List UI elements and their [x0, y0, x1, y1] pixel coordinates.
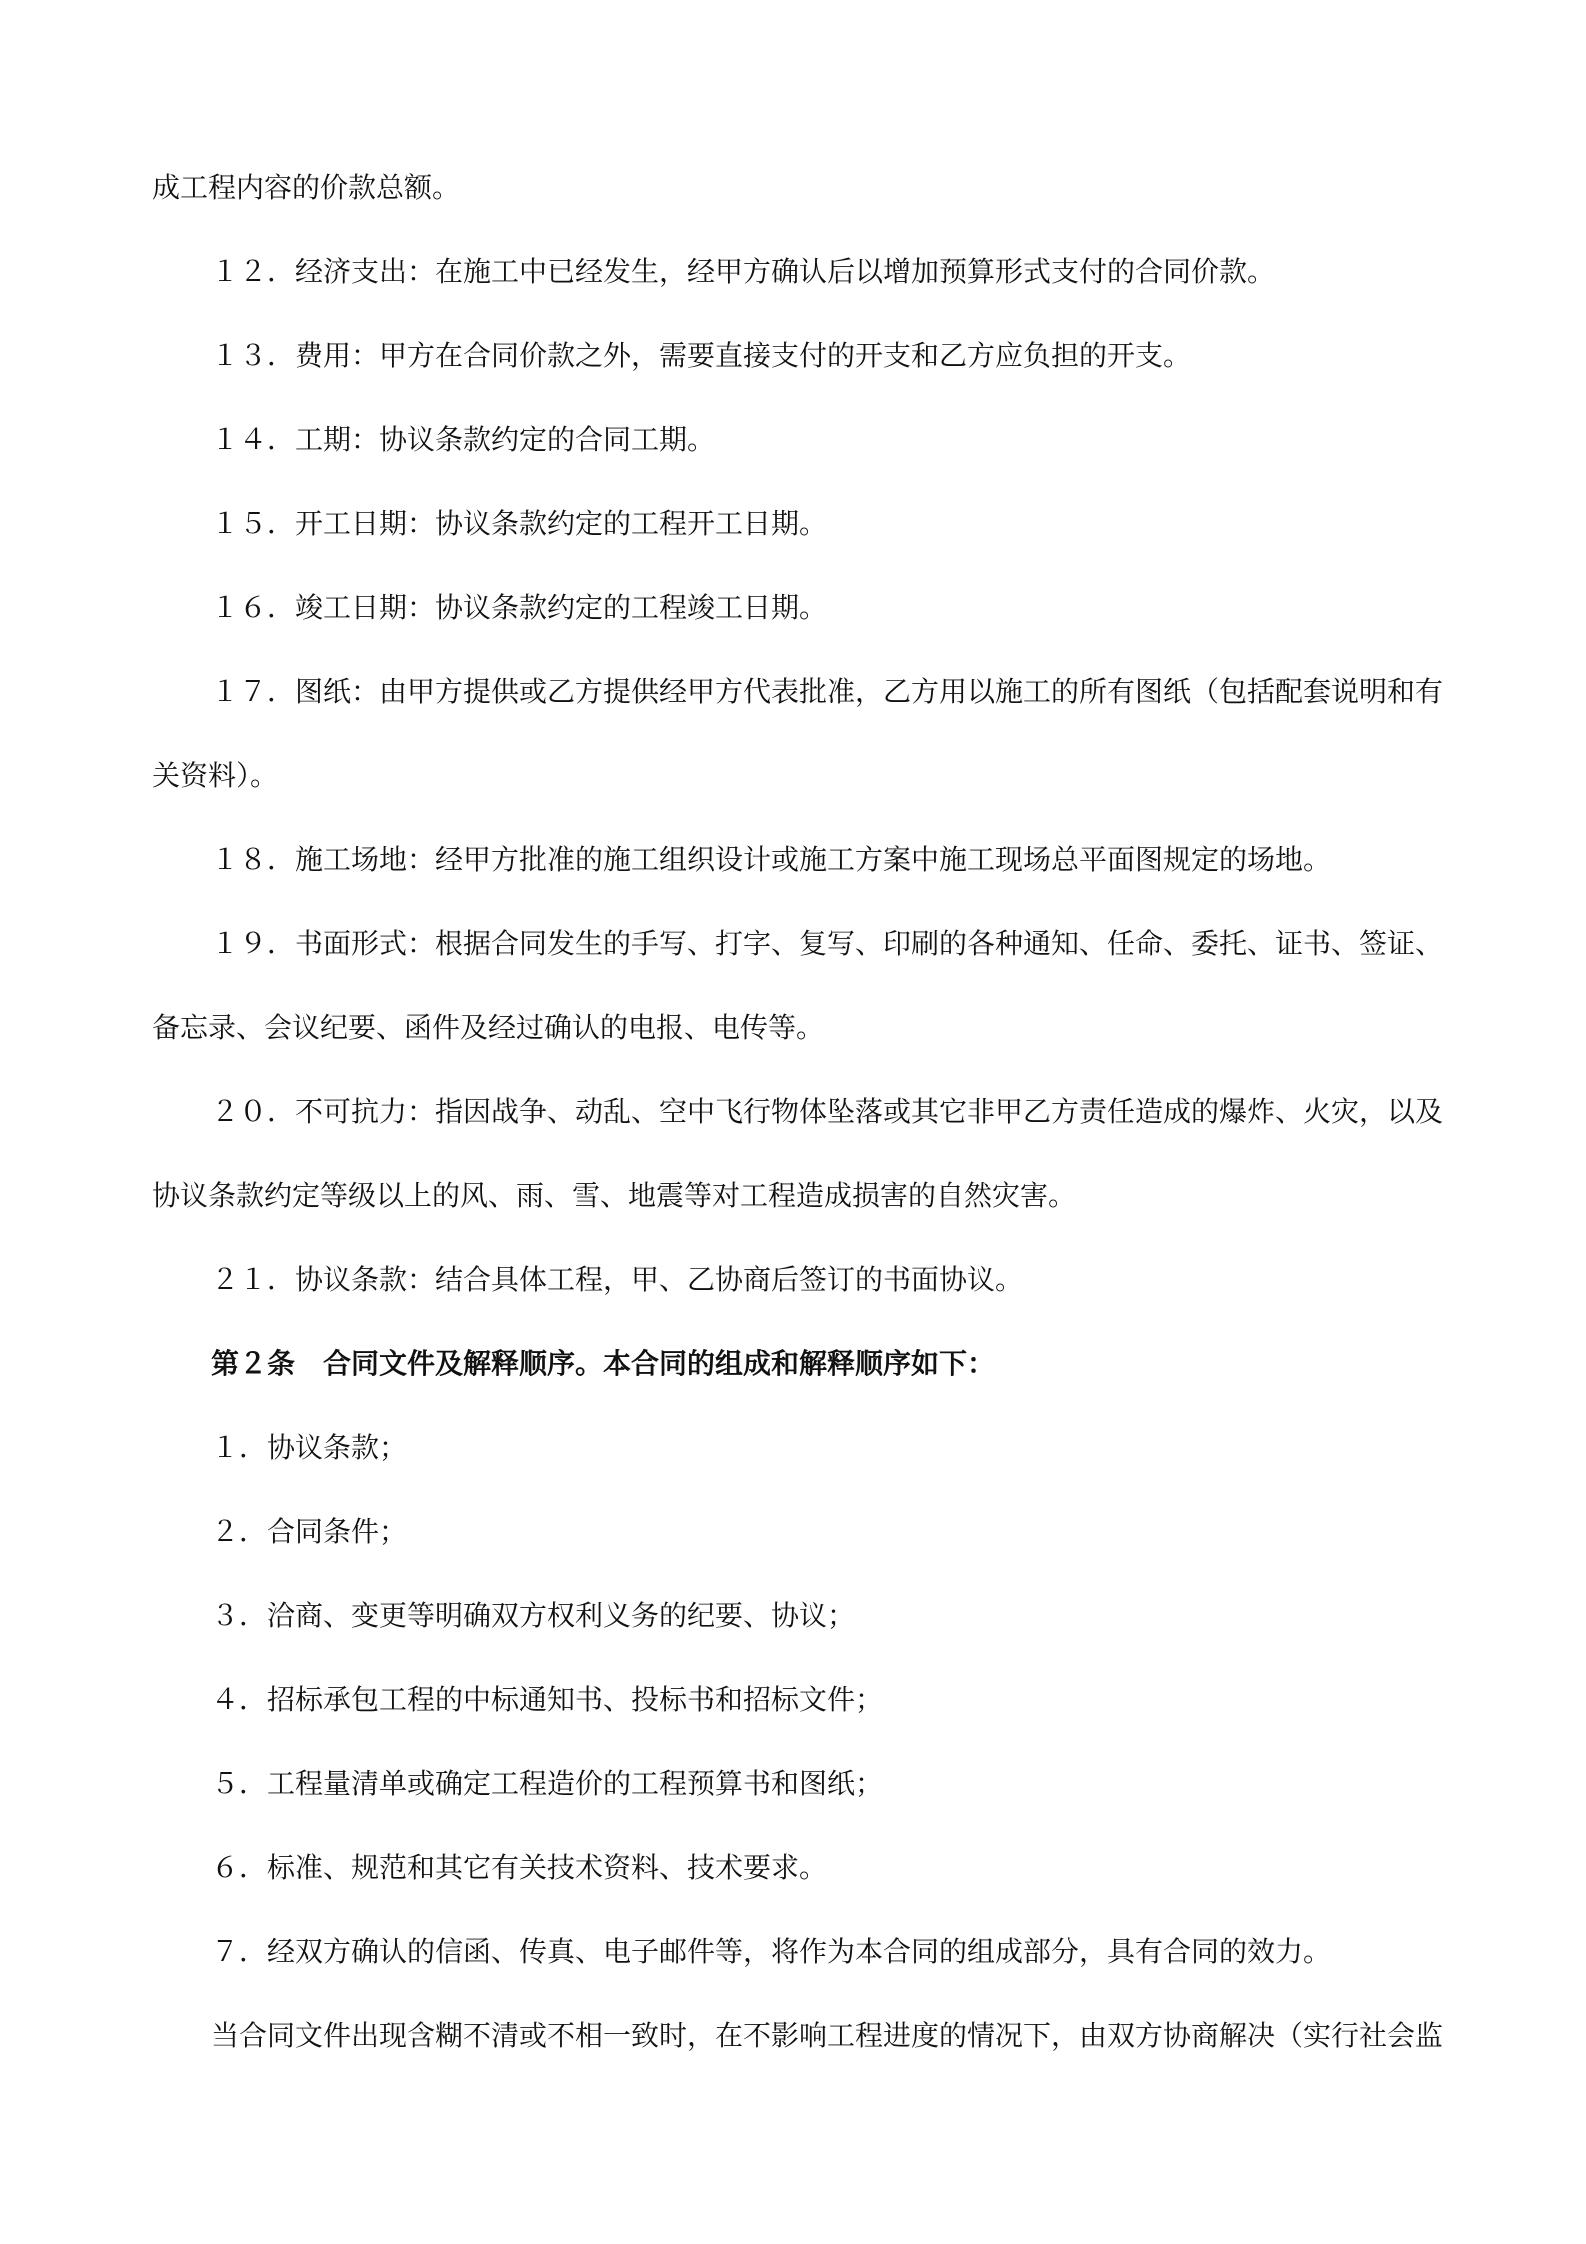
- ambiguity-resolution-paragraph: 当合同文件出现含糊不清或不相一致时，在不影响工程进度的情况下，由双方协商解决（实行社会监: [211, 2019, 1444, 2052]
- item-18-construction-site: １８．施工场地：经甲方批准的施工组织设计或施工方案中施工现场总平面图规定的场地。: [211, 843, 1332, 876]
- item-15-start-date: １５．开工日期：协议条款约定的工程开工日期。: [211, 507, 828, 540]
- item-14-construction-period: １４．工期：协议条款约定的合同工期。: [211, 423, 716, 456]
- item-16-completion-date: １６．竣工日期：协议条款约定的工程竣工日期。: [211, 591, 828, 624]
- document-order-item-6: ６．标准、规范和其它有关技术资料、技术要求。: [211, 1851, 828, 1884]
- document-order-item-4: ４．招标承包工程的中标通知书、投标书和招标文件；: [211, 1683, 884, 1716]
- item-19-written-form-continued: 备忘录、会议纪要、函件及经过确认的电报、电传等。: [152, 1011, 825, 1044]
- item-19-written-form: １９．书面形式：根据合同发生的手写、打字、复写、印刷的各种通知、任命、委托、证书、签证、: [211, 927, 1444, 960]
- document-order-item-3: ３．洽商、变更等明确双方权利义务的纪要、协议；: [211, 1599, 856, 1632]
- document-order-item-2: ２．合同条件；: [211, 1515, 408, 1548]
- document-order-item-7: ７．经双方确认的信函、传真、电子邮件等，将作为本合同的组成部分，具有合同的效力。: [211, 1935, 1332, 1968]
- item-20-force-majeure-continued: 协议条款约定等级以上的风、雨、雪、地震等对工程造成损害的自然灾害。: [152, 1179, 1077, 1212]
- item-17-drawings: １７．图纸：由甲方提供或乙方提供经甲方代表批准，乙方用以施工的所有图纸（包括配套说明和有: [211, 675, 1444, 708]
- document-order-item-5: ５．工程量清单或确定工程造价的工程预算书和图纸；: [211, 1767, 884, 1800]
- item-20-force-majeure: ２０．不可抗力：指因战争、动乱、空中飞行物体坠落或其它非甲乙方责任造成的爆炸、火灾，以及: [211, 1095, 1444, 1128]
- item-12-economic-expenditure: １２．经济支出：在施工中已经发生，经甲方确认后以增加预算形式支付的合同价款。: [211, 255, 1276, 288]
- article-2-heading: 第２条 合同文件及解释顺序。本合同的组成和解释顺序如下：: [211, 1347, 996, 1380]
- item-21-agreement-terms: ２１．协议条款：结合具体工程，甲、乙协商后签订的书面协议。: [211, 1263, 1024, 1296]
- item-17-drawings-continued: 关资料）。: [152, 759, 279, 792]
- item-13-expenses: １３．费用：甲方在合同价款之外，需要直接支付的开支和乙方应负担的开支。: [211, 339, 1192, 372]
- document-order-item-1: １．协议条款；: [211, 1431, 408, 1464]
- text-line-continuation: 成工程内容的价款总额。: [152, 171, 461, 204]
